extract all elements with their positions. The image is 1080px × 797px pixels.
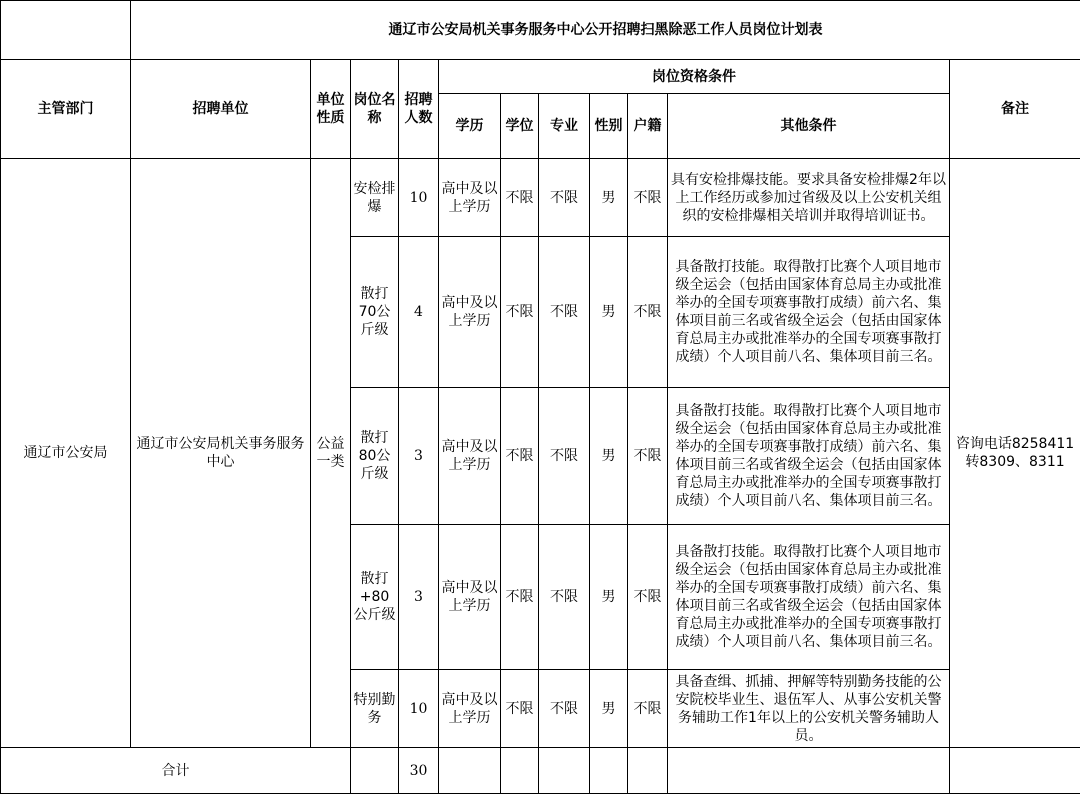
header-unit: 招聘单位 [131, 60, 311, 159]
header-note: 备注 [950, 60, 1080, 159]
hukou-cell: 不限 [628, 237, 668, 388]
count-cell: 4 [399, 237, 439, 388]
count-cell: 3 [399, 525, 439, 670]
unit-cell: 通辽市公安局机关事务服务中心 [131, 159, 311, 748]
header-other: 其他条件 [668, 94, 950, 159]
total-empty-cell [439, 748, 501, 794]
count-cell: 3 [399, 388, 439, 525]
degree-cell: 不限 [501, 237, 539, 388]
total-empty-cell [668, 748, 950, 794]
nature-cell: 公益一类 [311, 159, 351, 748]
total-empty-cell [539, 748, 590, 794]
other-conditions-cell: 具有安检排爆技能。要求具备安检排爆2年以上工作经历或参加过省级及以上公安机关组织的安检排爆相关培训并取得培训证书。 [668, 159, 950, 237]
major-cell: 不限 [539, 388, 590, 525]
position-cell: 安检排爆 [351, 159, 399, 237]
education-cell: 高中及以上学历 [439, 388, 501, 525]
hukou-cell: 不限 [628, 670, 668, 748]
total-count: 30 [399, 748, 439, 794]
degree-cell: 不限 [501, 525, 539, 670]
gender-cell: 男 [590, 159, 628, 237]
header-degree: 学位 [501, 94, 539, 159]
degree-cell: 不限 [501, 670, 539, 748]
table-row [1, 159, 1080, 237]
header-qualification-group: 岗位资格条件 [439, 60, 950, 94]
major-cell: 不限 [539, 159, 590, 237]
gender-cell: 男 [590, 237, 628, 388]
other-conditions-cell: 具备查缉、抓捕、押解等特别勤务技能的公安院校毕业生、退伍军人、从事公安机关警务辅助工作1年以上的公安机关警务辅助人员。 [668, 670, 950, 748]
gender-cell: 男 [590, 525, 628, 670]
position-cell: 散打80公斤级 [351, 388, 399, 525]
count-cell: 10 [399, 159, 439, 237]
header-nature: 单位性质 [311, 60, 351, 159]
total-empty-cell [590, 748, 628, 794]
position-cell: 散打+80公斤级 [351, 525, 399, 670]
major-cell: 不限 [539, 670, 590, 748]
note-cell: 咨询电话8258411转8309、8311 [950, 159, 1080, 748]
major-cell: 不限 [539, 525, 590, 670]
header-gender: 性别 [590, 94, 628, 159]
header-count: 招聘人数 [399, 60, 439, 159]
degree-cell: 不限 [501, 388, 539, 525]
major-cell: 不限 [539, 237, 590, 388]
hukou-cell: 不限 [628, 159, 668, 237]
education-cell: 高中及以上学历 [439, 237, 501, 388]
total-empty-cell [950, 748, 1080, 794]
education-cell: 高中及以上学历 [439, 670, 501, 748]
count-cell: 10 [399, 670, 439, 748]
dept-cell: 通辽市公安局 [1, 159, 131, 748]
header-dept: 主管部门 [1, 60, 131, 159]
other-conditions-cell: 具备散打技能。取得散打比赛个人项目地市级全运会（包括由国家体育总局主办或批准举办的全国专项赛事散打成绩）前六名、集体项目前三名或省级全运会（包括由国家体育总局主办或批准举办的全国专项赛事散打成绩）个人项目前八名、集体项目前三名。 [668, 525, 950, 670]
position-cell: 散打70公斤级 [351, 237, 399, 388]
education-cell: 高中及以上学历 [439, 159, 501, 237]
other-conditions-cell: 具备散打技能。取得散打比赛个人项目地市级全运会（包括由国家体育总局主办或批准举办的全国专项赛事散打成绩）前六名、集体项目前三名或省级全运会（包括由国家体育总局主办或批准举办的全国专项赛事散打成绩）个人项目前八名、集体项目前三名。 [668, 237, 950, 388]
hukou-cell: 不限 [628, 388, 668, 525]
header-hukou: 户籍 [628, 94, 668, 159]
total-empty-cell [351, 748, 399, 794]
table-title: 通辽市公安局机关事务服务中心公开招聘扫黑除恶工作人员岗位计划表 [131, 1, 1080, 60]
degree-cell: 不限 [501, 159, 539, 237]
total-empty-cell [628, 748, 668, 794]
gender-cell: 男 [590, 388, 628, 525]
header-position: 岗位名称 [351, 60, 399, 159]
position-cell: 特别勤务 [351, 670, 399, 748]
header-education: 学历 [439, 94, 501, 159]
header-major: 专业 [539, 94, 590, 159]
total-label: 合计 [1, 748, 351, 794]
education-cell: 高中及以上学历 [439, 525, 501, 670]
corner-blank-cell [1, 1, 131, 60]
total-row [1, 748, 1080, 794]
other-conditions-cell: 具备散打技能。取得散打比赛个人项目地市级全运会（包括由国家体育总局主办或批准举办的全国专项赛事散打成绩）前六名、集体项目前三名或省级全运会（包括由国家体育总局主办或批准举办的全国专项赛事散打成绩）个人项目前八名、集体项目前三名。 [668, 388, 950, 525]
total-empty-cell [501, 748, 539, 794]
gender-cell: 男 [590, 670, 628, 748]
hukou-cell: 不限 [628, 525, 668, 670]
